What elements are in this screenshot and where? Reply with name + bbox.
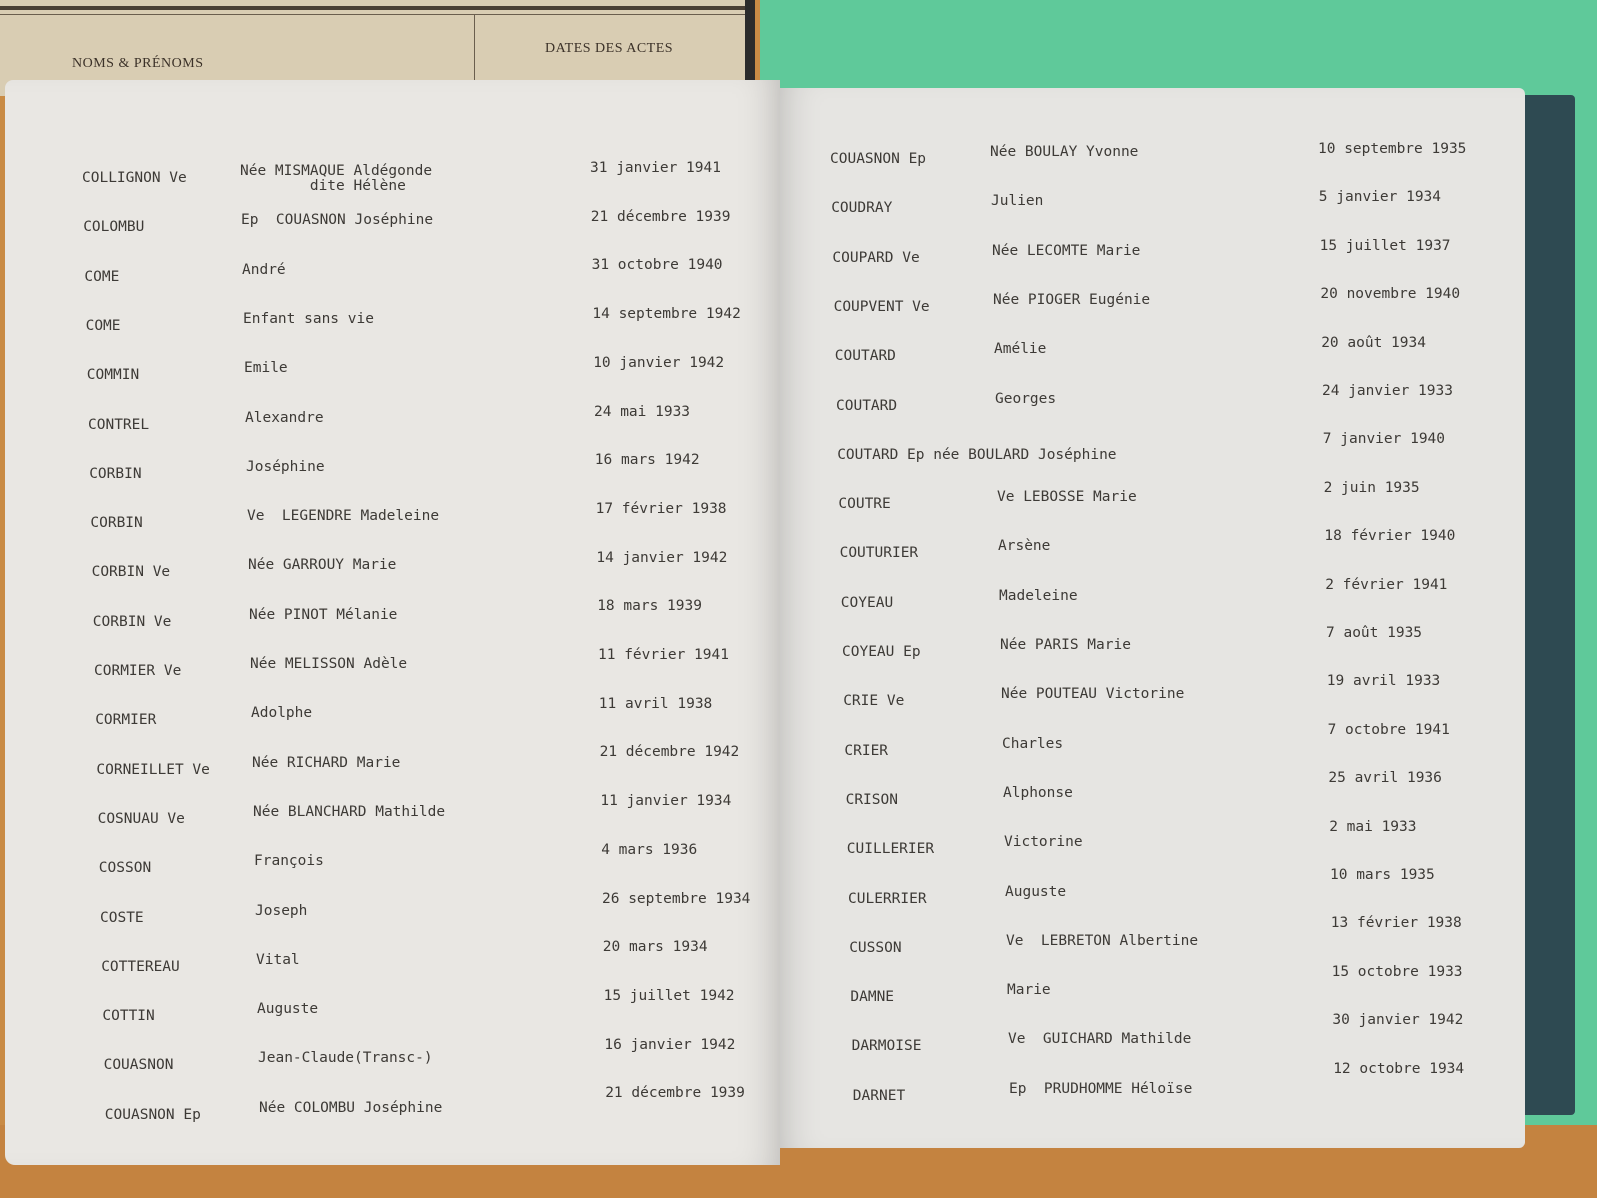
surname-text: COUTARD (834, 348, 896, 365)
given-name-text: Née BLANCHARD Mathilde (253, 803, 446, 820)
act-date-text: 2 mai 1933 (1329, 818, 1417, 835)
act-date-text: 2 juin 1935 (1323, 479, 1420, 496)
surname-text: CORBIN Ve (92, 613, 172, 630)
act-date-text: 18 mars 1939 (597, 598, 702, 615)
act-date-text: 11 janvier 1934 (600, 793, 732, 810)
given-name-text: Marie (1007, 982, 1051, 999)
given-name-text: Georges (995, 390, 1057, 407)
given-name-text: Née RICHARD Marie (252, 754, 401, 771)
given-name-text: Née PINOT Mélanie (249, 606, 398, 623)
given-name-text: Amélie (994, 341, 1047, 358)
act-date-text: 17 février 1938 (595, 500, 727, 517)
surname-text: CRIE Ve (843, 693, 905, 710)
given-name-text: Joseph (255, 902, 308, 919)
surname-text: COUDRAY (831, 200, 893, 217)
given-name-text: Arsène (998, 538, 1051, 555)
surname-text: CORMIER Ve (94, 663, 182, 679)
surname-text: DARNET (852, 1087, 906, 1104)
surname-text: COMMIN (86, 367, 140, 384)
given-name-text: Auguste (1005, 883, 1067, 900)
act-date-text: 21 décembre 1939 (605, 1085, 745, 1102)
given-name-text: Née PARIS Marie (1000, 637, 1131, 653)
surname-text: COTTEREAU (101, 958, 180, 975)
dates-column-header: DATES DES ACTES (545, 41, 674, 56)
surname-text: COTTIN (102, 1008, 155, 1025)
act-date-text: 13 février 1938 (1330, 915, 1462, 932)
act-date-text: 26 septembre 1934 (602, 890, 751, 907)
names-column-header: NOMS & PRÉNOMS (72, 56, 204, 71)
given-name-text: Ve LEBRETON Albertine (1006, 932, 1199, 949)
surname-text: CONTREL (88, 416, 150, 433)
given-name-text: Ve LEBOSSE Marie (997, 489, 1137, 506)
surname-text: COME (84, 268, 120, 285)
given-name-text: Ve LEGENDRE Madeleine (247, 508, 440, 525)
given-name-text: Née MISMAQUE Aldégonde dite Hélène (240, 163, 433, 195)
act-date-text: 15 juillet 1937 (1319, 237, 1451, 254)
act-date-text: 10 janvier 1942 (593, 354, 725, 371)
given-name-text: Ep COUASNON Joséphine (241, 212, 434, 229)
given-name-text: Enfant sans vie (243, 310, 374, 327)
surname-text: COUTURIER (839, 545, 919, 562)
act-date-text: 24 mai 1933 (594, 403, 691, 420)
given-name-text: Charles (1002, 735, 1064, 752)
act-date-text: 11 avril 1938 (598, 695, 713, 712)
surname-text: COYEAU Ep (842, 644, 921, 660)
given-name-text: Alphonse (1003, 784, 1073, 801)
act-date-text: 4 mars 1936 (601, 841, 698, 858)
given-name-text: Joséphine (246, 458, 325, 475)
header-rule (0, 6, 745, 10)
surname-text: COUTARD (836, 397, 898, 414)
act-date-text: 31 janvier 1941 (590, 160, 721, 176)
act-date-text: 7 octobre 1941 (1327, 721, 1450, 738)
surname-text: COSTE (100, 909, 144, 926)
surname-text: CRISON (845, 791, 898, 808)
act-date-text: 12 octobre 1934 (1333, 1060, 1465, 1077)
act-date-text: 5 janvier 1934 (1318, 189, 1442, 206)
surname-text: CORBIN (90, 515, 143, 532)
surname-text: CUSSON (849, 939, 902, 956)
given-name-text: Alexandre (245, 409, 324, 426)
given-name-text: Ep PRUDHOMME Héloïse (1009, 1080, 1193, 1097)
given-name-text: Née COLOMBU Joséphine (259, 1099, 443, 1116)
surname-text: COUASNON Ep (104, 1106, 201, 1123)
given-name-text: Julien (991, 193, 1044, 210)
header-rule-thin (0, 14, 745, 15)
column-separator (474, 14, 475, 86)
surname-text: CUILLERIER (846, 841, 935, 858)
given-name-text: Emile (244, 360, 288, 377)
surname-text: COLLIGNON Ve (82, 170, 187, 186)
act-date-text: 16 mars 1942 (594, 452, 700, 469)
surname-text: COUPARD Ve (832, 249, 920, 266)
act-date-text: 21 décembre 1942 (599, 744, 740, 761)
act-date-text: 14 janvier 1942 (596, 549, 728, 566)
surname-text: CULERRIER (848, 890, 927, 907)
given-name-text: Née PIOGER Eugénie (993, 291, 1151, 308)
surname-text: COSSON (98, 860, 152, 877)
act-date-text: 19 avril 1933 (1326, 673, 1441, 690)
given-name-text: Née BOULAY Yvonne (990, 144, 1139, 160)
act-date-text: 10 septembre 1935 (1318, 141, 1467, 157)
act-date-text: 15 octobre 1933 (1331, 963, 1463, 980)
given-name-text: Ve GUICHARD Mathilde (1008, 1031, 1192, 1048)
surname-text: COLOMBU (83, 219, 145, 236)
act-date-text: 14 septembre 1942 (592, 306, 741, 323)
act-date-text: 10 mars 1935 (1330, 867, 1435, 883)
act-date-text: 25 avril 1936 (1328, 770, 1442, 787)
surname-text: DARMOISE (851, 1038, 922, 1055)
act-date-text: 16 janvier 1942 (604, 1036, 736, 1053)
surname-text: CORBIN (89, 465, 142, 482)
act-date-text: 7 août 1935 (1326, 625, 1423, 641)
act-date-text: 20 mars 1934 (602, 939, 708, 956)
given-name-text: Jean-Claude(Transc-) (258, 1050, 433, 1067)
act-date-text: 20 août 1934 (1321, 334, 1426, 351)
surname-text: COME (85, 317, 121, 334)
act-date-text: 24 janvier 1933 (1322, 383, 1453, 399)
surname-text: COUTARD Ep née BOULARD Joséphine (837, 446, 1117, 463)
act-date-text: 18 février 1940 (1324, 528, 1456, 545)
act-date-text: 30 janvier 1942 (1332, 1012, 1464, 1029)
surname-text: COUPVENT Ve (833, 298, 930, 315)
given-name-text: Auguste (257, 1001, 319, 1018)
surname-text: DAMNE (850, 989, 895, 1006)
act-date-text: 15 juillet 1942 (603, 987, 735, 1004)
given-name-text: Née POUTEAU Victorine (1001, 686, 1185, 703)
given-name-text: Née GARROUY Marie (248, 557, 397, 574)
act-date-text: 20 novembre 1940 (1320, 286, 1461, 303)
given-name-text: Victorine (1004, 834, 1083, 851)
act-date-text: 21 décembre 1939 (590, 208, 731, 225)
given-name-text: André (242, 261, 286, 278)
surname-text: COUASNON Ep (830, 151, 927, 167)
surname-text: CRIER (844, 742, 889, 759)
surname-text: CORNEILLET Ve (96, 761, 210, 778)
act-date-text: 31 octobre 1940 (591, 257, 723, 274)
surname-text: CORMIER (95, 712, 157, 729)
given-name-text: François (254, 853, 324, 870)
surname-text: COYEAU (840, 594, 894, 611)
surname-text: COUTRE (838, 496, 891, 513)
given-name-text: Vital (256, 951, 300, 968)
act-date-text: 7 janvier 1940 (1322, 431, 1446, 448)
given-name-text: Madeleine (999, 587, 1078, 604)
surname-text: COSNUAU Ve (97, 810, 185, 827)
act-date-text: 11 février 1941 (598, 647, 729, 663)
given-name-text: Adolphe (251, 705, 313, 722)
given-name-text: Née LECOMTE Marie (992, 242, 1141, 259)
given-name-text: Née MELISSON Adèle (250, 656, 408, 672)
surname-text: CORBIN Ve (91, 564, 171, 581)
surname-text: COUASNON (103, 1057, 174, 1074)
act-date-text: 2 février 1941 (1325, 576, 1448, 593)
